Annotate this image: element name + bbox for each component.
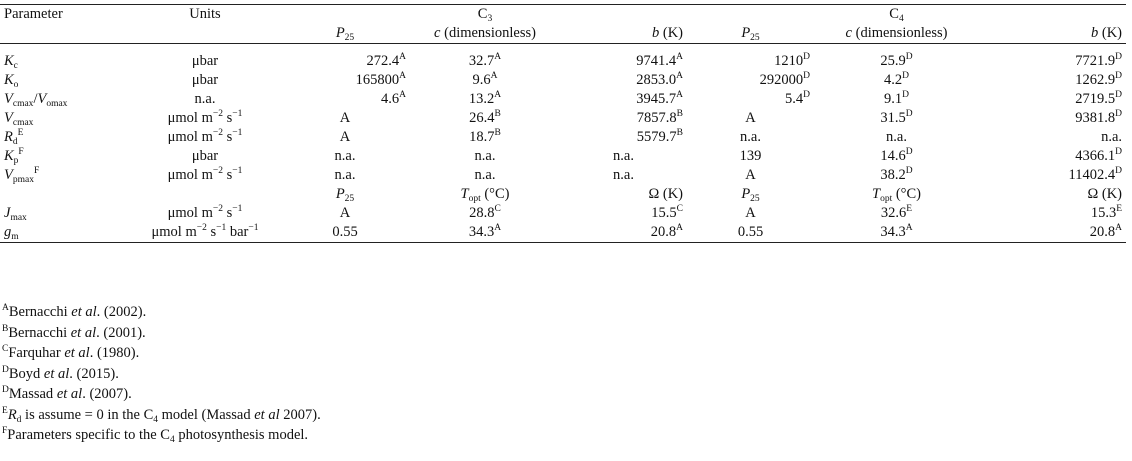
col-p25-c4-b: $P_{25}$ <box>741 186 760 204</box>
table-row: $V_{cmax}$ μmol $m^{-2}$ $s^{-1}$ A $26.4^B$ $7857.8^B$ A $31.5^D$ $9381.8^D$ <box>0 109 1126 128</box>
col-p25-c3: $P_{25}$ <box>280 24 410 44</box>
col-c-c3: c (dimensionless) <box>410 24 560 44</box>
unit-cell: μmol $m^{-2}$ $s^{-1}$ <box>167 109 243 126</box>
param-kp: $K_p^F$ <box>4 147 24 166</box>
param-kc: $K_c$ <box>4 53 18 71</box>
unit-cell: μmol $m^{-2}$ $s^{-1}$ <box>167 166 243 183</box>
unit-cell: μbar <box>191 53 219 69</box>
table-row: $R_d^E$ μmol $m^{-2}$ $s^{-1}$ A $18.7^B$ $5579.7^B$ n.a. n.a. n.a. <box>0 128 1126 147</box>
table-row: $V_{pmax}^F$ μmol $m^{-2}$ $s^{-1}$ n.a. n.a. n.a. A $38.2^D$ $11402.4^D$ <box>0 166 1126 185</box>
table-row: $V_{cmax}/V_{omax}$ n.a. $4.6^A$ $13.2^A$ $3945.7^A$ $5.4^D$ $9.1^D$ $2719.5^D$ <box>0 90 1126 109</box>
header-parameter: Parameter <box>4 6 63 22</box>
col-omega-c4: Ω (K) <box>1087 186 1122 202</box>
param-rd: $R_d^E$ <box>4 128 24 147</box>
table-row: $K_c$ μbar $272.4^A$ $32.7^A$ $9741.4^A$ $1210^D$ $25.9^D$ $7721.9^D$ <box>0 52 1126 71</box>
footnote-c: $^C$Farquhar et al. (1980). <box>2 344 140 361</box>
header-row-2 <box>0 24 1126 44</box>
col-topt-c3: $T_{opt}$ (°C) <box>460 186 510 204</box>
footnote-d1: $^D$Boyd et al. (2015). <box>2 364 119 382</box>
table-row: $K_p^F$ μbar n.a. n.a. n.a. 139 $14.6^D$ $4366.1^D$ <box>0 147 1126 166</box>
unit-cell: μbar <box>191 72 219 88</box>
header-row-1 <box>0 5 1126 25</box>
header-units: Units <box>189 6 221 22</box>
param-vcmax: $V_{cmax}$ <box>4 110 34 128</box>
param-vcmax-vomax: $V_{cmax}/V_{omax}$ <box>4 91 68 109</box>
table-row: $J_{max}$ μmol $m^{-2}$ $s^{-1}$ A $28.8^C$ $15.5^C$ A $32.6^E$ $15.3^E$ <box>0 204 1126 223</box>
col-p25-c4: $P_{25}$ <box>687 24 814 44</box>
parameter-table <box>0 4 1126 243</box>
header-row-3 <box>0 185 1126 204</box>
unit-cell: μmol $m^{-2}$ $s^{-1}$ <box>167 128 243 145</box>
param-ko: $K_o$ <box>4 72 19 90</box>
footnote-a: $^A$Bernacchi et al. (2002). <box>2 303 147 320</box>
unit-cell: μmol $m^{-2}$ $s^{-1}$ bar$^{-1}$ <box>151 223 259 240</box>
col-p25-c3-b: $P_{25}$ <box>335 186 355 204</box>
col-c-c4: c (dimensionless) <box>814 24 979 44</box>
param-vpmax: $V_{pmax}^F$ <box>4 166 40 185</box>
footnote-d2: $^D$Massad et al. (2007). <box>2 385 132 402</box>
unit-cell: μmol $m^{-2}$ $s^{-1}$ <box>167 204 243 221</box>
footnote-e: $^ER_d$ is assume = 0 in the $C_4$ model (Massad et al 2007). <box>2 405 321 425</box>
footnote-b: $^B$Bernacchi et al. (2001). <box>2 323 146 341</box>
col-topt-c4: $T_{opt}$ (°C) <box>872 186 921 204</box>
footnote-f: $^F$Parameters specific to the $C_4$ photosynthesis model. <box>2 426 309 445</box>
unit-cell: μbar <box>191 148 219 164</box>
header-group-c3: $C_3$ <box>477 6 493 24</box>
table-row: $g_m$ μmol $m^{-2}$ $s^{-1}$ bar$^{-1}$ 0.55 $34.3^A$ $20.8^A$ 0.55 $34.3^A$ $20.8^A$ <box>0 223 1126 243</box>
col-b-c3: b (K) <box>560 24 687 44</box>
col-omega-c3: Ω (K) <box>648 186 683 202</box>
param-gm: $g_m$ <box>4 224 19 242</box>
unit-cell: n.a. <box>194 91 216 107</box>
col-b-c4: b (K) <box>979 24 1126 44</box>
table-footnotes <box>2 302 321 446</box>
header-group-c4: $C_4$ <box>889 6 904 24</box>
table-row: $K_o$ μbar $165800^A$ $9.6^A$ $2853.0^A$ $292000^D$ $4.2^D$ $1262.9^D$ <box>0 71 1126 90</box>
param-jmax: $J_{max}$ <box>4 205 27 223</box>
